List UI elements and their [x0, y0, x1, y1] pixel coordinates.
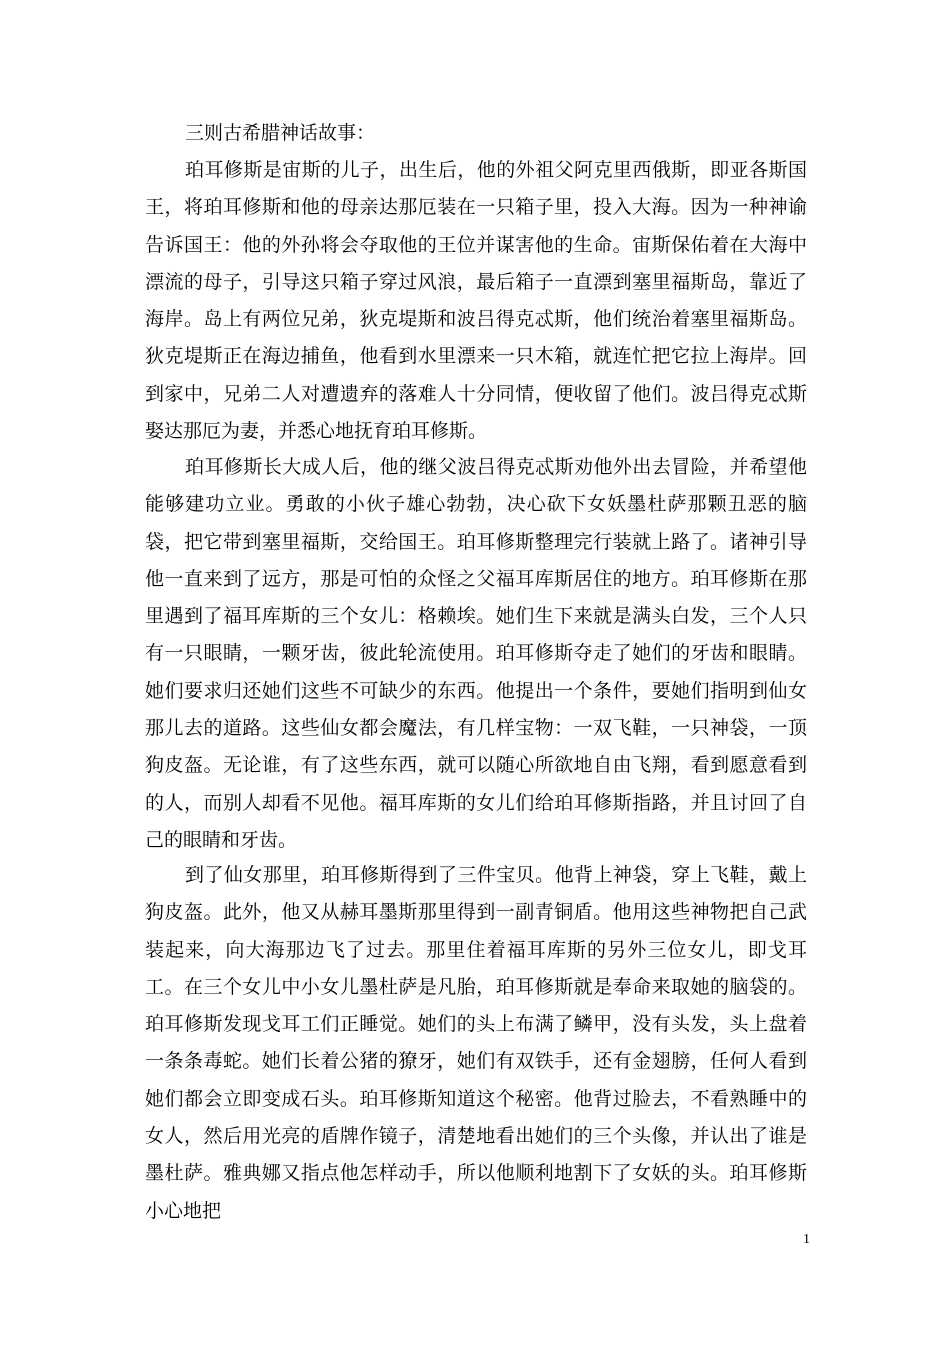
paragraph-3: 到了仙女那里，珀耳修斯得到了三件宝贝。他背上神袋，穿上飞鞋，戴上狗皮盔。此外，他又从赫耳墨斯那里得到一副青铜盾。他用这些神物把自己武装起来，向大海那边飞了过去。那里住着福耳库斯的另外三位女儿，即戈耳工。在三个女儿中小女儿墨杜萨是凡胎，珀耳修斯就是奉命来取她的脑袋的。珀耳修斯发现戈耳工们正睡觉。她们的头上布满了鳞甲，没有头发，头上盘着一条条毒蛇。她们长着公猪的獠牙，她们有双铁手，还有金翅膀，任何人看到她们都会立即变成石头。珀耳修斯知道这个秘密。他背过脸去，不看熟睡中的女人，然后用光亮的盾牌作镜子，清楚地看出她们的三个头像，并认出了谁是墨杜萨。雅典娜又指点他怎样动手，所以他顺利地割下了女妖的头。珀耳修斯小心地把	[145, 864, 807, 1222]
document-heading: 三则古希腊神话故事：	[185, 122, 376, 144]
paragraph-1: 珀耳修斯是宙斯的儿子，出生后，他的外祖父阿克里西俄斯，即亚各斯国王，将珀耳修斯和他的母亲达那厄装在一只箱子里，投入大海。因为一种神谕告诉国王：他的外孙将会夺取他的王位并谋害他的生命。宙斯保佑着在大海中漂流的母子，引导这只箱子穿过风浪，最后箱子一直漂到塞里福斯岛，靠近了海岸。岛上有两位兄弟，狄克堤斯和波吕得克忒斯，他们统治着塞里福斯岛。狄克堤斯正在海边捕鱼，他看到水里漂来一只木箱，就连忙把它拉上海岸。回到家中，兄弟二人对遭遗弃的落难人十分同情，便收留了他们。波吕得克忒斯娶达那厄为妻，并悉心地抚育珀耳修斯。	[145, 159, 807, 443]
paragraph-2: 珀耳修斯长大成人后，他的继父波吕得克忒斯劝他外出去冒险，并希望他能够建功立业。勇敢的小伙子雄心勃勃，决心砍下女妖墨杜萨那颗丑恶的脑袋，把它带到塞里福斯，交给国王。珀耳修斯整理完行装就上路了。诸神引导他一直来到了远方，那是可怕的众怪之父福耳库斯居住的地方。珀耳修斯在那里遇到了福耳库斯的三个女儿：格赖埃。她们生下来就是满头白发，三个人只有一只眼睛，一颗牙齿，彼此轮流使用。珀耳修斯夺走了她们的牙齿和眼睛。她们要求归还她们这些不可缺少的东西。他提出一个条件，要她们指明到仙女那儿去的道路。这些仙女都会魔法，有几样宝物：一双飞鞋，一只神袋，一顶狗皮盔。无论谁，有了这些东西，就可以随心所欲地自由飞翔，看到愿意看到的人，而别人却看不见他。福耳库斯的女儿们给珀耳修斯指路，并且讨回了自己的眼睛和牙齿。	[145, 456, 807, 851]
page-number: 1	[803, 1232, 810, 1247]
